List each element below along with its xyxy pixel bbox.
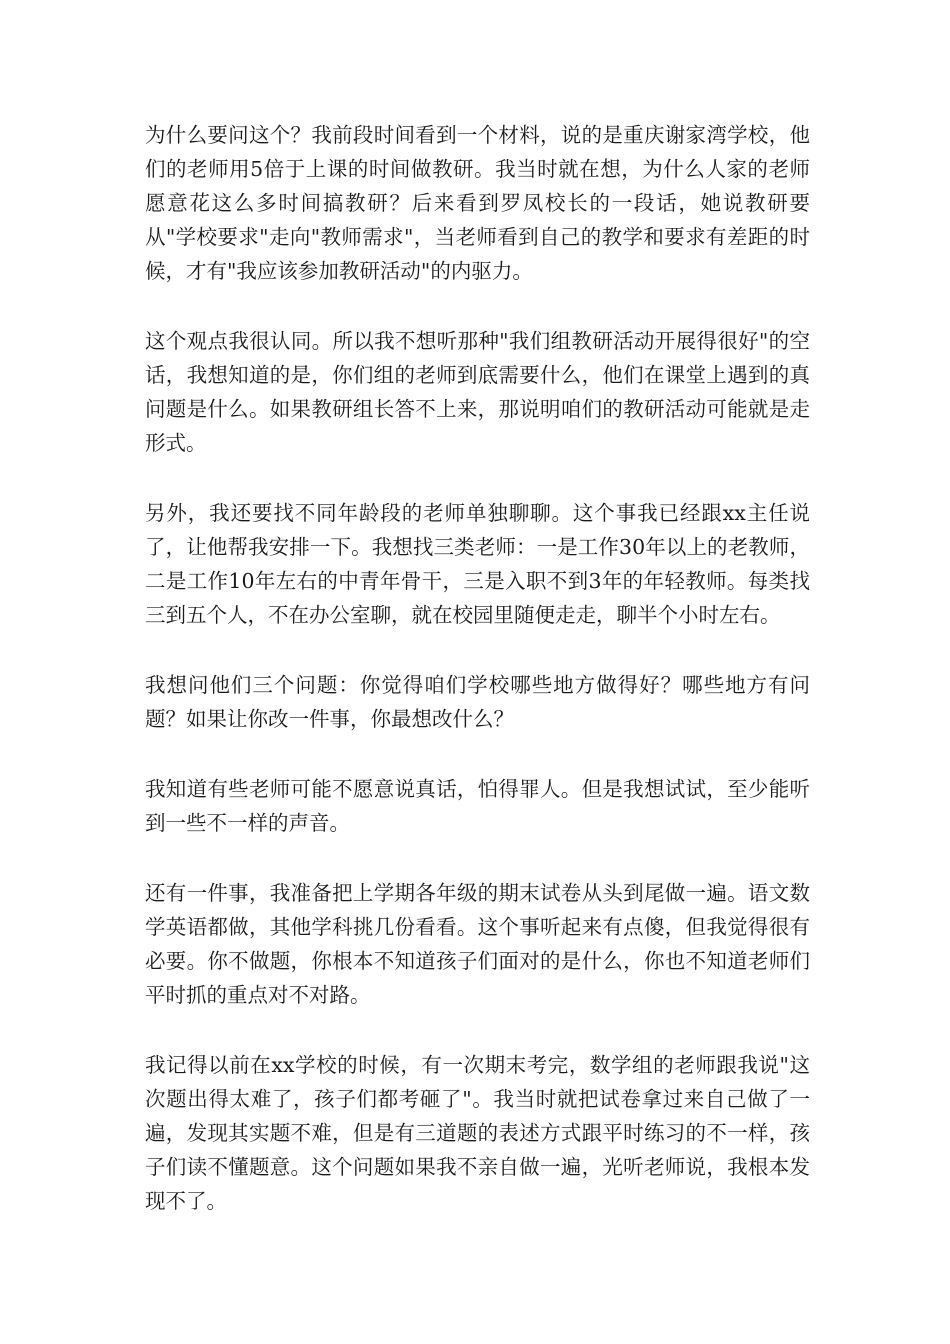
paragraph-7: 我记得以前在xx学校的时候，有一次期末考完，数学组的老师跟我说"这次题出得太难了，孩子们都考砸了"。我当时就把试卷拿过来自己做了一遍，发现其实题不难，但是有三道题的表述方式跟平时练习的不一样，孩子们读不懂题意。这个问题如果我不亲自做一遍，光听老师说，我根本发现不了。 — [145, 1053, 810, 1213]
paragraph-6: 还有一件事，我准备把上学期各年级的期末试卷从头到尾做一遍。语文数学英语都做，其他学科挑几份看看。这个事听起来有点傻，但我觉得很有必要。你不做题，你根本不知道孩子们面对的是什么，你也不知道老师们平时抓的重点对不对路。 — [145, 881, 810, 1007]
document-body — [145, 118, 810, 1254]
paragraph-2: 这个观点我很认同。所以我不想听那种"我们组教研活动开展得很好"的空话，我想知道的是，你们组的老师到底需要什么，他们在课堂上遇到的真问题是什么。如果教研组长答不上来，那说明咱们的教研活动可能就是走形式。 — [145, 329, 810, 455]
paragraph-1: 为什么要问这个？我前段时间看到一个材料，说的是重庆谢家湾学校，他们的老师用5倍于上课的时间做教研。我当时就在想，为什么人家的老师愿意花这么多时间搞教研？后来看到罗凤校长的一段话，她说教研要从"学校要求"走向"教师需求"，当老师看到自己的教学和要求有差距的时候，才有"我应该参加教研活动"的内驱力。 — [145, 123, 810, 283]
paragraph-3: 另外，我还要找不同年龄段的老师单独聊聊。这个事我已经跟xx主任说了，让他帮我安排一下。我想找三类老师：一是工作30年以上的老教师，二是工作10年左右的中青年骨干，三是入职不到3年的年轻教师。每类找三到五个人，不在办公室聊，就在校园里随便走走，聊半个小时左右。 — [145, 501, 810, 627]
paragraph-4: 我想问他们三个问题：你觉得咱们学校哪些地方做得好？哪些地方有问题？如果让你改一件事，你最想改什么？ — [145, 673, 810, 731]
paragraph-5: 我知道有些老师可能不愿意说真话，怕得罪人。但是我想试试，至少能听到一些不一样的声音。 — [145, 777, 810, 835]
